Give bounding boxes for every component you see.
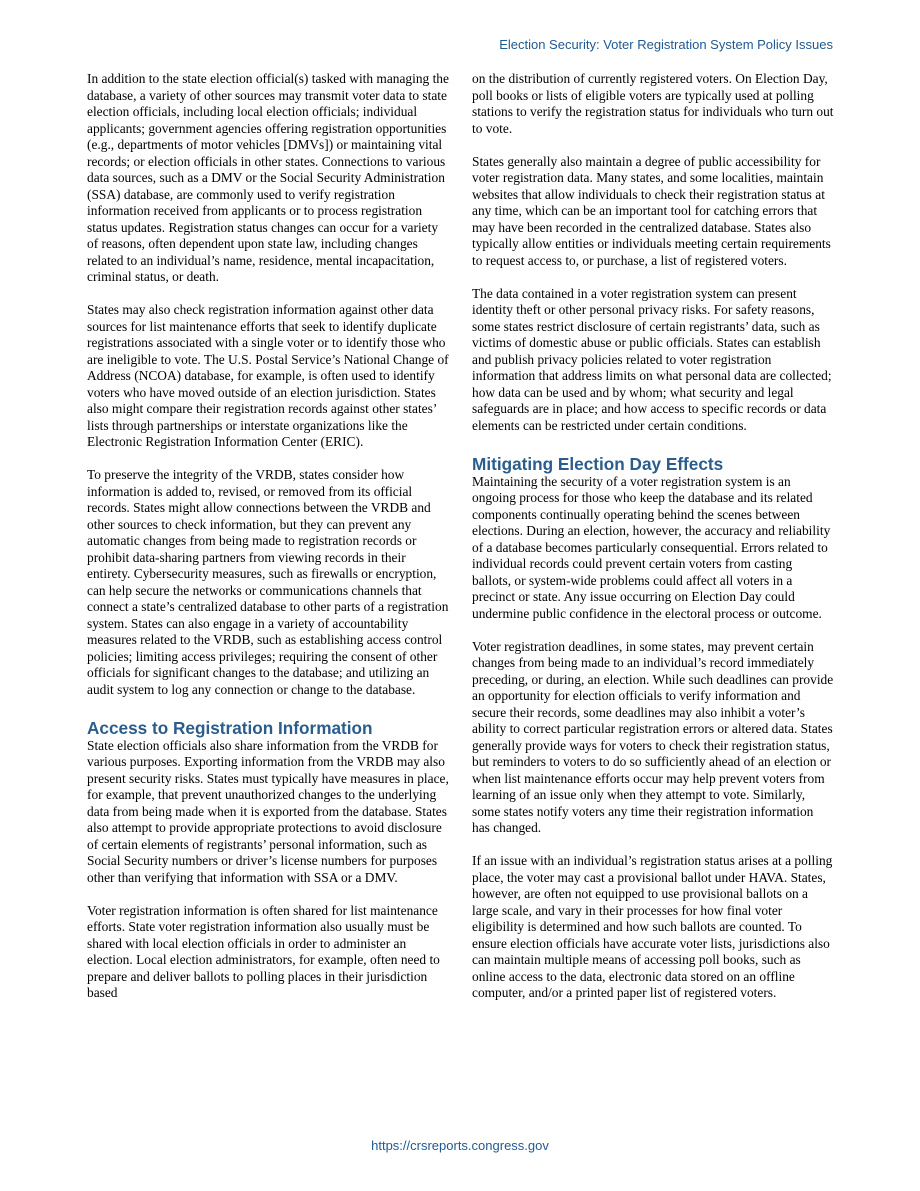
- paragraph: State election officials also share information from the VRDB for various purposes. Exporting information from the VRDB may also present security risks. States must typically have measures in place, for example, that prevent unauthorized changes to the underlying data from being made when it is exported from the database. States also attempt to provide appropriate protections to avoid disclosure of certain elements of registrants’ personal information, such as Social Security numbers or driver’s license numbers for purposes other than verifying that information with SSA or a DMV.: [87, 737, 449, 885]
- paragraph: States may also check registration information against other data sources for list maintenance efforts that seek to identify duplicate registrations associated with a single voter or to identify those who are ineligible to vote. The U.S. Postal Service’s National Change of Address (NCOA) database, for example, is often used to identify voters who have moved outside of an election jurisdiction. States also might compare their registration records against other states’ lists through partnerships or interstate organizations like the Electronic Registration Information Center (ERIC).: [87, 302, 449, 449]
- paragraph: The data contained in a voter registration system can present identity theft or other personal privacy risks. For safety reasons, some states restrict disclosure of certain registrants’ data, such as victims of domestic abuse or public officials. States can establish and publish privacy policies related to voter registration information that address limits on what personal data are collected; how data can be used and by whom; what security and legal safeguards are in place; and how access to specific records or data elements can be restricted under certain conditions.: [472, 285, 832, 433]
- section-heading-mitigating: Mitigating Election Day Effects: [472, 453, 724, 474]
- footer-url[interactable]: https://crsreports.congress.gov: [371, 1138, 549, 1153]
- running-header: Election Security: Voter Registration System Policy Issues: [499, 37, 833, 52]
- paragraph: Maintaining the security of a voter registration system is an ongoing process for those who keep the database and its related components continually operating behind the scenes between elections. During an election, however, the accuracy and reliability of a database becomes particularly consequential. Errors related to individual records could prevent certain voters from casting ballots, or system-wide problems could affect all voters in a precinct or state. Any issue occurring on Election Day could undermine public confidence in the electoral process or outcome.: [472, 473, 831, 621]
- paragraph: on the distribution of currently registered voters. On Election Day, poll books or lists of eligible voters are typically used at polling stations to verify the registration status for individuals who turn out to vote.: [472, 71, 834, 136]
- paragraph: If an issue with an individual’s registration status arises at a polling place, the voter may cast a provisional ballot under HAVA. States, however, are often not equipped to use provisional ballots on a large scale, and vary in their processes for how final voter eligibility is determined and how such ballots are counted. To ensure election officials have accurate voter lists, jurisdictions also can maintain multiple means of accessing poll books, such as online access to the data, electronic data stored on an offline computer, and/or a printed paper list of registered voters.: [472, 853, 833, 1000]
- paragraph: States generally also maintain a degree of public accessibility for voter registration data. Many states, and some localities, maintain websites that allow individuals to check their registration status at any time, which can be an important tool for catching errors that may have been recorded in the centralized database. States also typically allow entities or individuals meeting certain requirements to request access to, or purchase, a list of registered voters.: [472, 153, 831, 268]
- section-heading-access: Access to Registration Information: [87, 717, 373, 738]
- paragraph: Voter registration deadlines, in some states, may prevent certain changes from being made to an individual’s record immediately preceding, or during, an election. While such deadlines can provide an opportunity for election officials to verify information and secure their records, some deadlines may also inhibit a voter’s ability to correct particular registration errors or altered data. States generally provide ways for voters to check their registration status, but reminders to voters to do so sufficiently ahead of an election or when list maintenance efforts occur may help prevent voters from learning of an issue only when they attempt to vote. Similarly, some states notify voters any time their registration information has changed.: [472, 638, 834, 835]
- right-column: [472, 71, 834, 1002]
- left-column: [87, 71, 449, 1002]
- paragraph: To preserve the integrity of the VRDB, states consider how information is added to, revised, or removed from its official records. States might allow connections between the VRDB and other sources to check information, but they can prevent any automatic changes from being made to registration records or prohibit data-sharing partners from viewing records in their entirety. Cybersecurity measures, such as firewalls or encryption, can help secure the networks or communications channels that connect a state’s centralized database to other parts of a registration system. States can also engage in a variety of accountability measures related to the VRDB, such as establishing access control policies; limiting access privileges; requiring the consent of other officials for significant changes to the database; and utilizing an audit system to log any connection or change to the database.: [87, 467, 449, 697]
- paragraph: In addition to the state election official(s) tasked with managing the database, a variety of other sources may transmit voter data to state election officials, including local election officials; individual applicants; government agencies offering registration opportunities (e.g., departments of motor vehicles [DMVs]) or maintaining vital records; or election officials in other states. Connections to various data sources, such as a DMV or the Social Security Administration (SSA) database, are commonly used to verify registration information received from applicants or to process registration status updates. Registration status changes can occur for a variety of reasons, often dependent upon state law, including changes related to an individual’s name, residence, mental incapacitation, criminal status, or death.: [87, 71, 449, 284]
- paragraph: Voter registration information is often shared for list maintenance efforts. State voter registration information also usually must be shared with local election officials in order to administer an election. Local election administrators, for example, often need to prepare and deliver ballots to polling places in their jurisdiction based: [87, 902, 440, 1000]
